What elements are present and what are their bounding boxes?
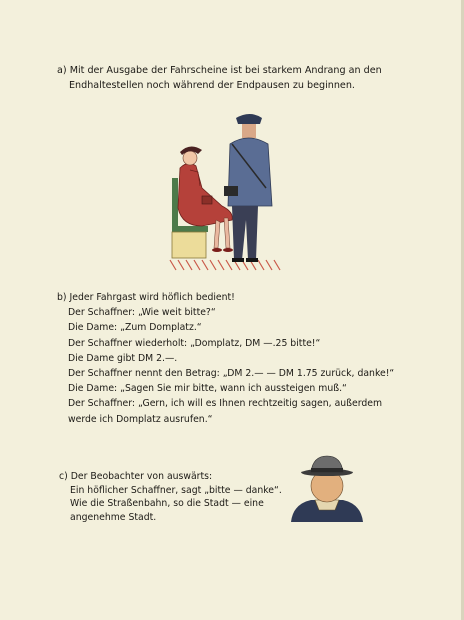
section-a-line1: a) Mit der Ausgabe der Fahrscheine ist bei starkem Andrang an den <box>57 65 382 76</box>
observer-man-illustration <box>287 452 367 522</box>
lady-and-conductor-illustration <box>162 108 292 276</box>
section-c-line4: angenehme Stadt. <box>70 511 157 523</box>
conductor-figure <box>224 114 272 262</box>
section-b-label: b) <box>57 292 67 303</box>
section-c-line2: Ein höflicher Schaffner, sagt „bitte — danke“. <box>70 484 282 496</box>
section-c <box>59 470 319 524</box>
section-a <box>57 63 402 93</box>
dialogue-line: Der Schaffner wiederholt: „Domplatz, DM —.25 bitte!“ <box>68 337 321 349</box>
section-a-line2: Endhaltestellen noch während der Endpausen zu beginnen. <box>69 80 355 91</box>
section-c-line3: Wie die Straßenbahn, so die Stadt — eine <box>70 498 264 510</box>
dialogue-line: Die Dame: „Zum Domplatz.“ <box>68 322 202 334</box>
dialogue-line: Der Schaffner nennt den Betrag: „DM 2.— — DM 1.75 zurück, danke!“ <box>68 368 395 380</box>
dialogue-line: Der Schaffner: „Gern, ich will es Ihnen rechtzeitig sagen, außerdem <box>68 398 383 410</box>
section-b-heading-line <box>57 290 417 305</box>
dialogue-line: Die Dame: „Sagen Sie mir bitte, wann ich aussteigen muß.“ <box>68 383 347 395</box>
bench-back <box>172 178 178 233</box>
dialogue-line: Der Schaffner: „Wie weit bitte?“ <box>68 307 216 319</box>
section-b-heading: Jeder Fahrgast wird höflich bedient! <box>69 292 235 303</box>
dialogue-line: Die Dame gibt DM 2.—. <box>68 352 178 364</box>
dialogue-line: werde ich Domplatz ausrufen.“ <box>68 413 213 425</box>
floor-stripes <box>170 260 280 270</box>
section-c-line1: c) Der Beobachter von auswärts: <box>59 471 213 482</box>
section-b <box>57 290 417 427</box>
section-a-label: a) <box>57 65 67 76</box>
section-c-label: c) <box>59 471 68 482</box>
bench-base <box>172 232 206 258</box>
